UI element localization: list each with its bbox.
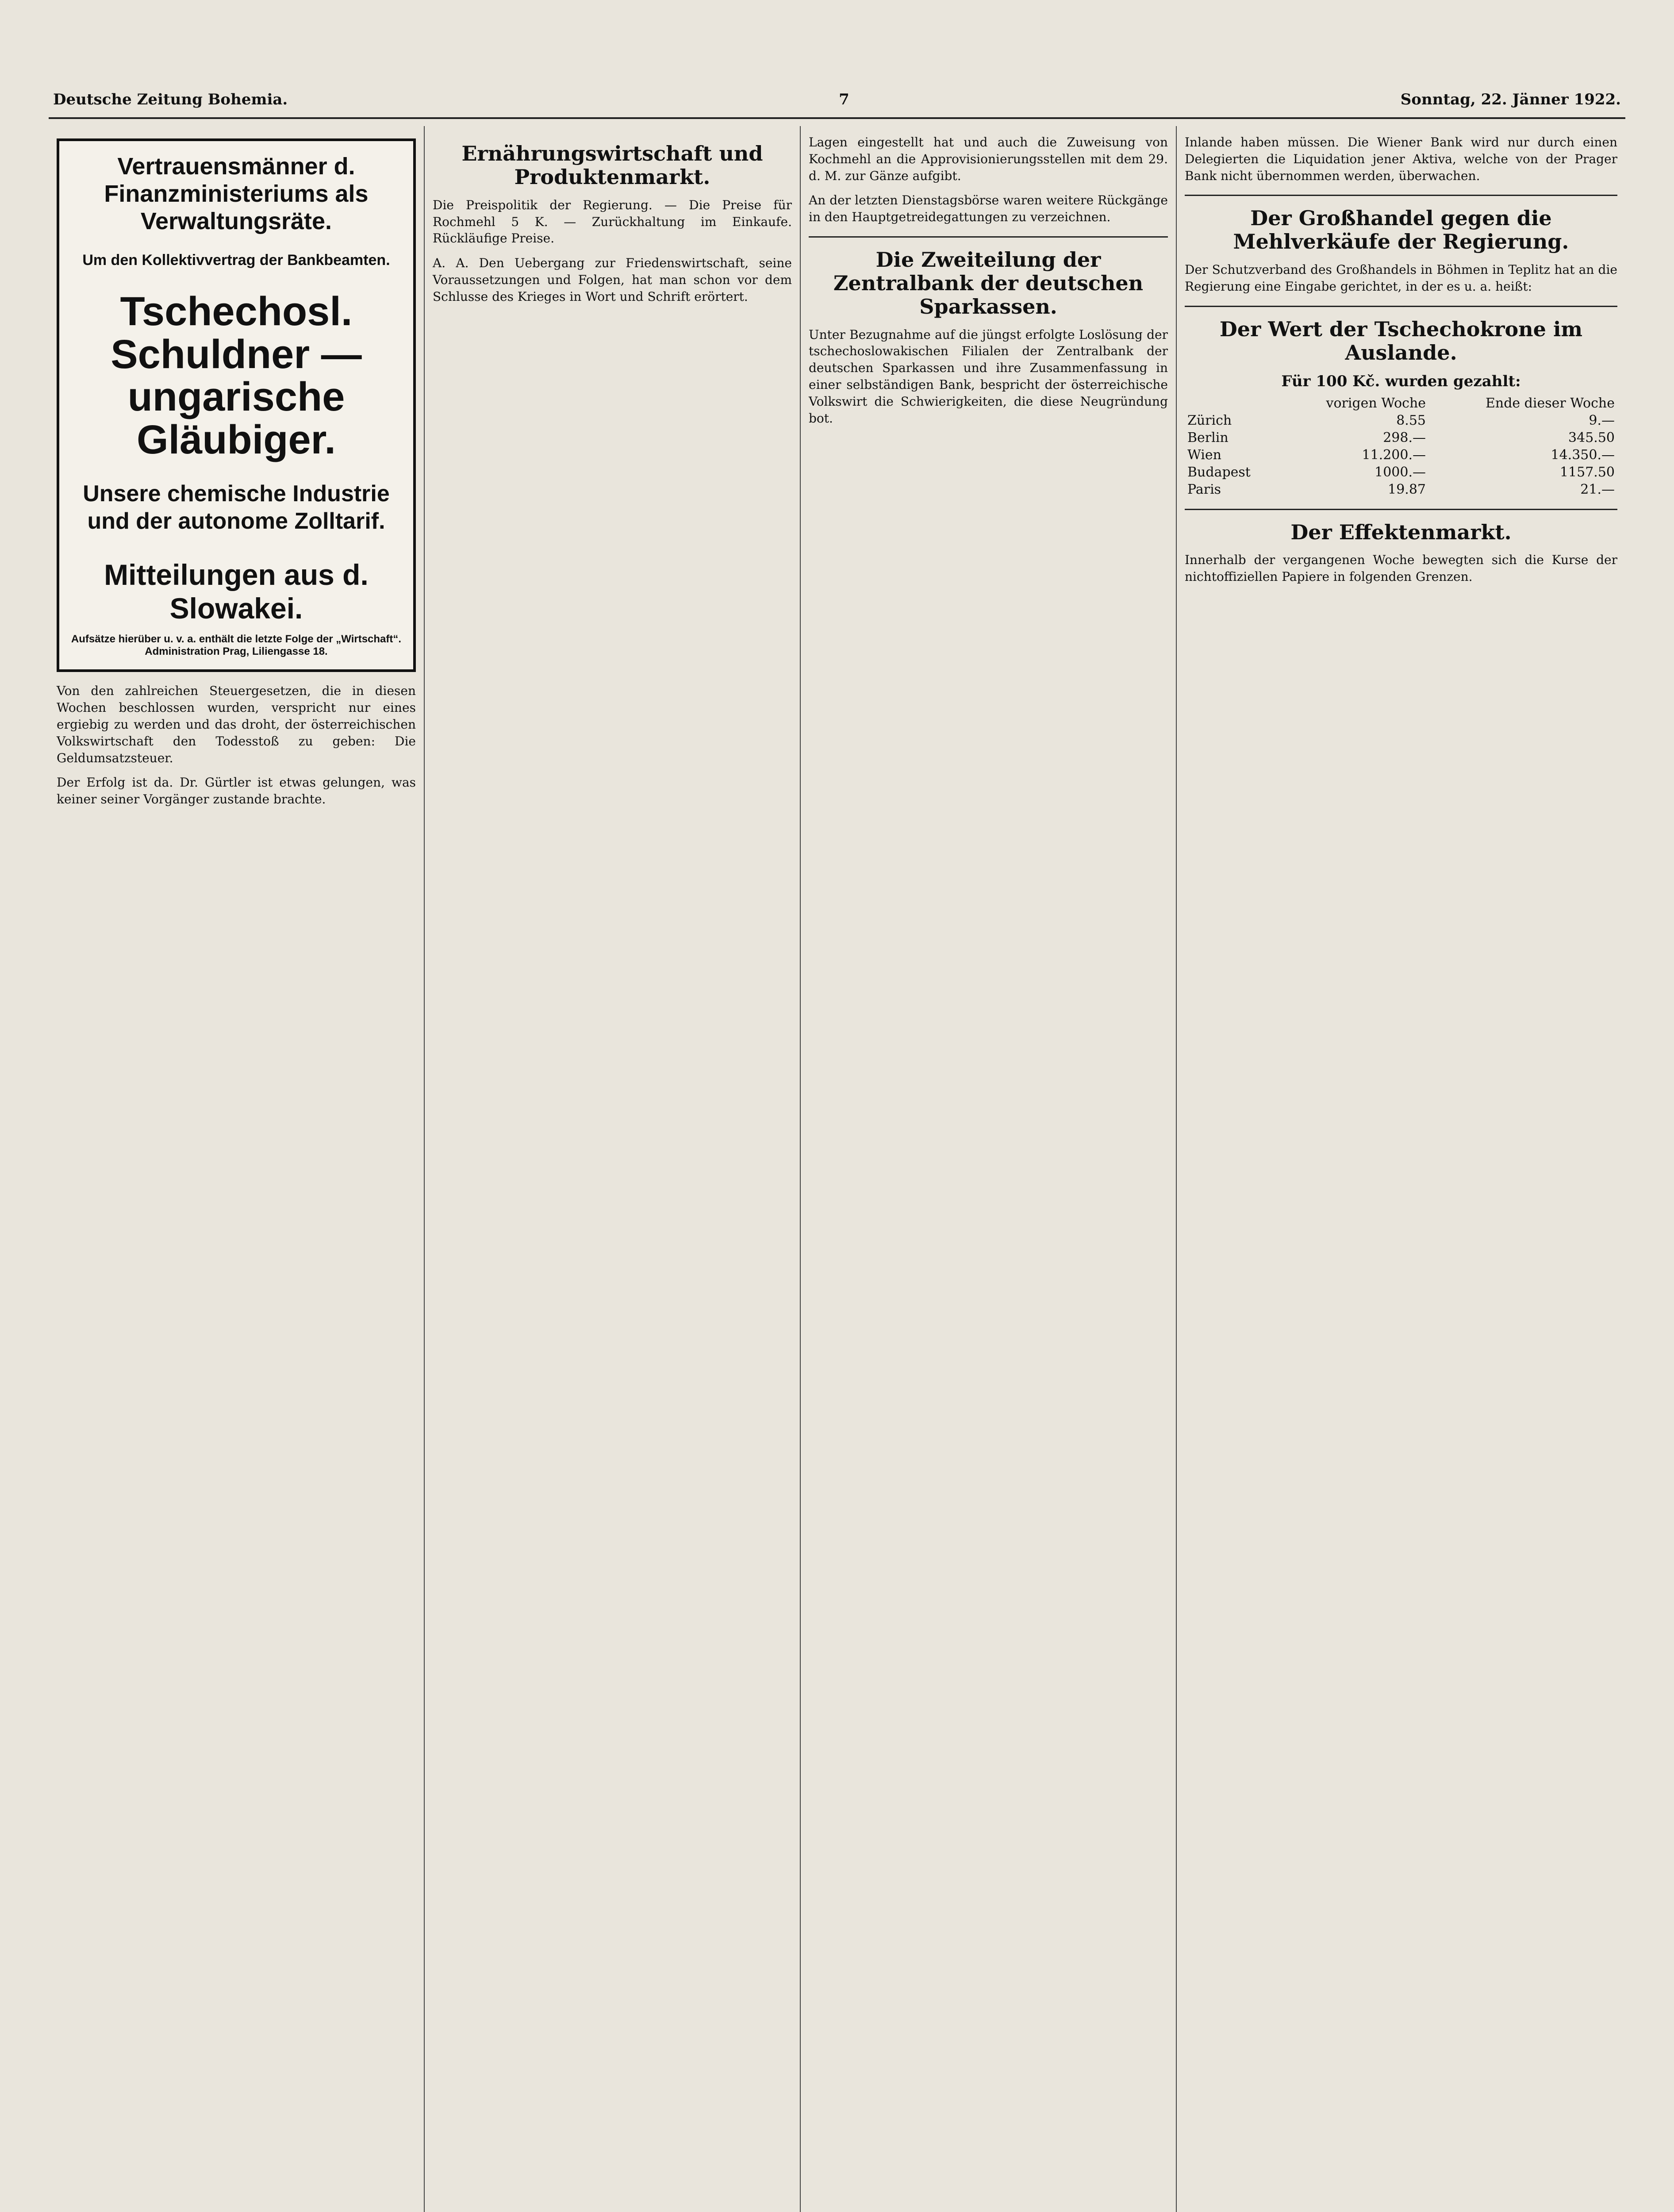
column-4 <box>1177 126 1625 2212</box>
ad-line-2: Um den Kollektivvertrag der Bankbeamten. <box>82 252 390 269</box>
article-paragraph: Von den zahlreichen Steuergesetzen, die in diesen Wochen beschlossen wurden, verspricht nur eines ergiebig zu werden und das droht, der österreichischen Volkswirtschaft den Todesstoß zu geben: Die Geldumsatzsteuer. <box>57 684 416 765</box>
article-paragraph: Lagen eingestellt hat und auch die Zuweisung von Kochmehl an die Approvisionierungsstellen mit dem 29. d. M. zur Gänze aufgibt. <box>809 135 1168 183</box>
table-header: vorigen Woche <box>1326 395 1426 411</box>
table-title: Für 100 Kč. wurden gezahlt: <box>1281 372 1521 390</box>
header-rule <box>49 117 1625 119</box>
article-paragraph: Unter Bezugnahme auf die jüngst erfolgte Loslösung der tschechoslowakischen Filialen der Zentralbank der deutschen Sparkassen und ihre Zusammenfassung in einer selbständigen Bank, bespricht der österreichische Volkswirt die Schwierigkeiten, die diese Neugründung bot. <box>809 327 1168 426</box>
ad-line-1: Vertrauensmänner d. Finanzministeriums als Verwaltungsräte. <box>104 153 369 235</box>
section-headline: Der Großhandel gegen die Mehlverkäufe der Regierung. <box>1233 206 1569 254</box>
ad-note: Aufsätze hierüber u. v. a. enthält die letzte Folge der „Wirtschaft“. Administration Prag, Liliengasse 18. <box>71 633 402 658</box>
table-row: Budapest 1000.— 1157.50 <box>1187 464 1615 480</box>
exchange-rate-table <box>1185 395 1617 498</box>
ad-line-3: Tschechosl. Schuldner — ungarische Gläubiger. <box>111 289 362 463</box>
section-headline: Ernährungswirtschaft und Produktenmarkt. <box>461 142 763 189</box>
article-paragraph: Innerhalb der vergangenen Woche bewegten sich die Kurse der nichtoffiziellen Papiere in folgenden Grenzen. <box>1185 553 1617 584</box>
ad-line-5: Mitteilungen aus d. Slowakei. <box>104 558 369 625</box>
table-row: Zürich 8.55 9.— <box>1187 412 1615 428</box>
article-subtitle: Die Preispolitik der Regierung. — Die Preise für Rochmehl 5 K. — Zurückhaltung im Einkaufe. Rückläufige Preise. <box>433 197 792 246</box>
article-paragraph: Der Schutzverband des Großhandels in Böhmen in Teplitz hat an die Regierung eine Eingabe gerichtet, in der es u. a. heißt: <box>1185 262 1617 294</box>
table-header: Ende dieser Woche <box>1485 395 1615 411</box>
table-row: Paris 19.87 21.— <box>1187 481 1615 497</box>
article-paragraph: A. A. Den Uebergang zur Friedenswirtschaft, seine Voraussetzungen und Folgen, hat man schon vor dem Schlusse des Krieges in Wort und Schrift erörtert. <box>433 256 792 304</box>
article-paragraph: Der Erfolg ist da. Dr. Gürtler ist etwas gelungen, was keiner seiner Vorgänger zustande brachte. <box>57 775 416 807</box>
section-headline: Der Wert der Tschechokrone im Auslande. <box>1219 317 1583 365</box>
column-3 <box>801 126 1177 2212</box>
section-headline: Die Zweiteilung der Zentralbank der deutschen Sparkassen. <box>833 247 1144 319</box>
advertisement-box <box>57 138 416 672</box>
article-paragraph: An der letzten Dienstagsbörse waren weitere Rückgänge in den Hauptgetreidegattungen zu verzeichnen. <box>809 193 1168 225</box>
table-row: Wien 11.200.— 14.350.— <box>1187 447 1615 463</box>
section-divider <box>1185 195 1617 196</box>
issue-date: Sonntag, 22. Jänner 1922. <box>1400 91 1621 108</box>
ad-line-4: Unsere chemische Industrie und der autonome Zolltarif. <box>83 480 390 534</box>
newspaper-title: Deutsche Zeitung Bohemia. <box>53 91 288 108</box>
page-header <box>53 84 1621 115</box>
article-paragraph: Inlande haben müssen. Die Wiener Bank wird nur durch einen Delegierten die Liquidation jener Aktiva, welche von der Prager Bank nicht übernommen werden, überwachen. <box>1185 135 1617 183</box>
page-number: 7 <box>839 91 849 108</box>
section-divider <box>1185 306 1617 307</box>
section-divider <box>809 236 1168 238</box>
section-headline: Der Effektenmarkt. <box>1290 520 1512 544</box>
column-2 <box>425 126 801 2212</box>
table-row: Berlin 298.— 345.50 <box>1187 430 1615 445</box>
column-1 <box>49 126 425 2212</box>
section-divider <box>1185 509 1617 510</box>
